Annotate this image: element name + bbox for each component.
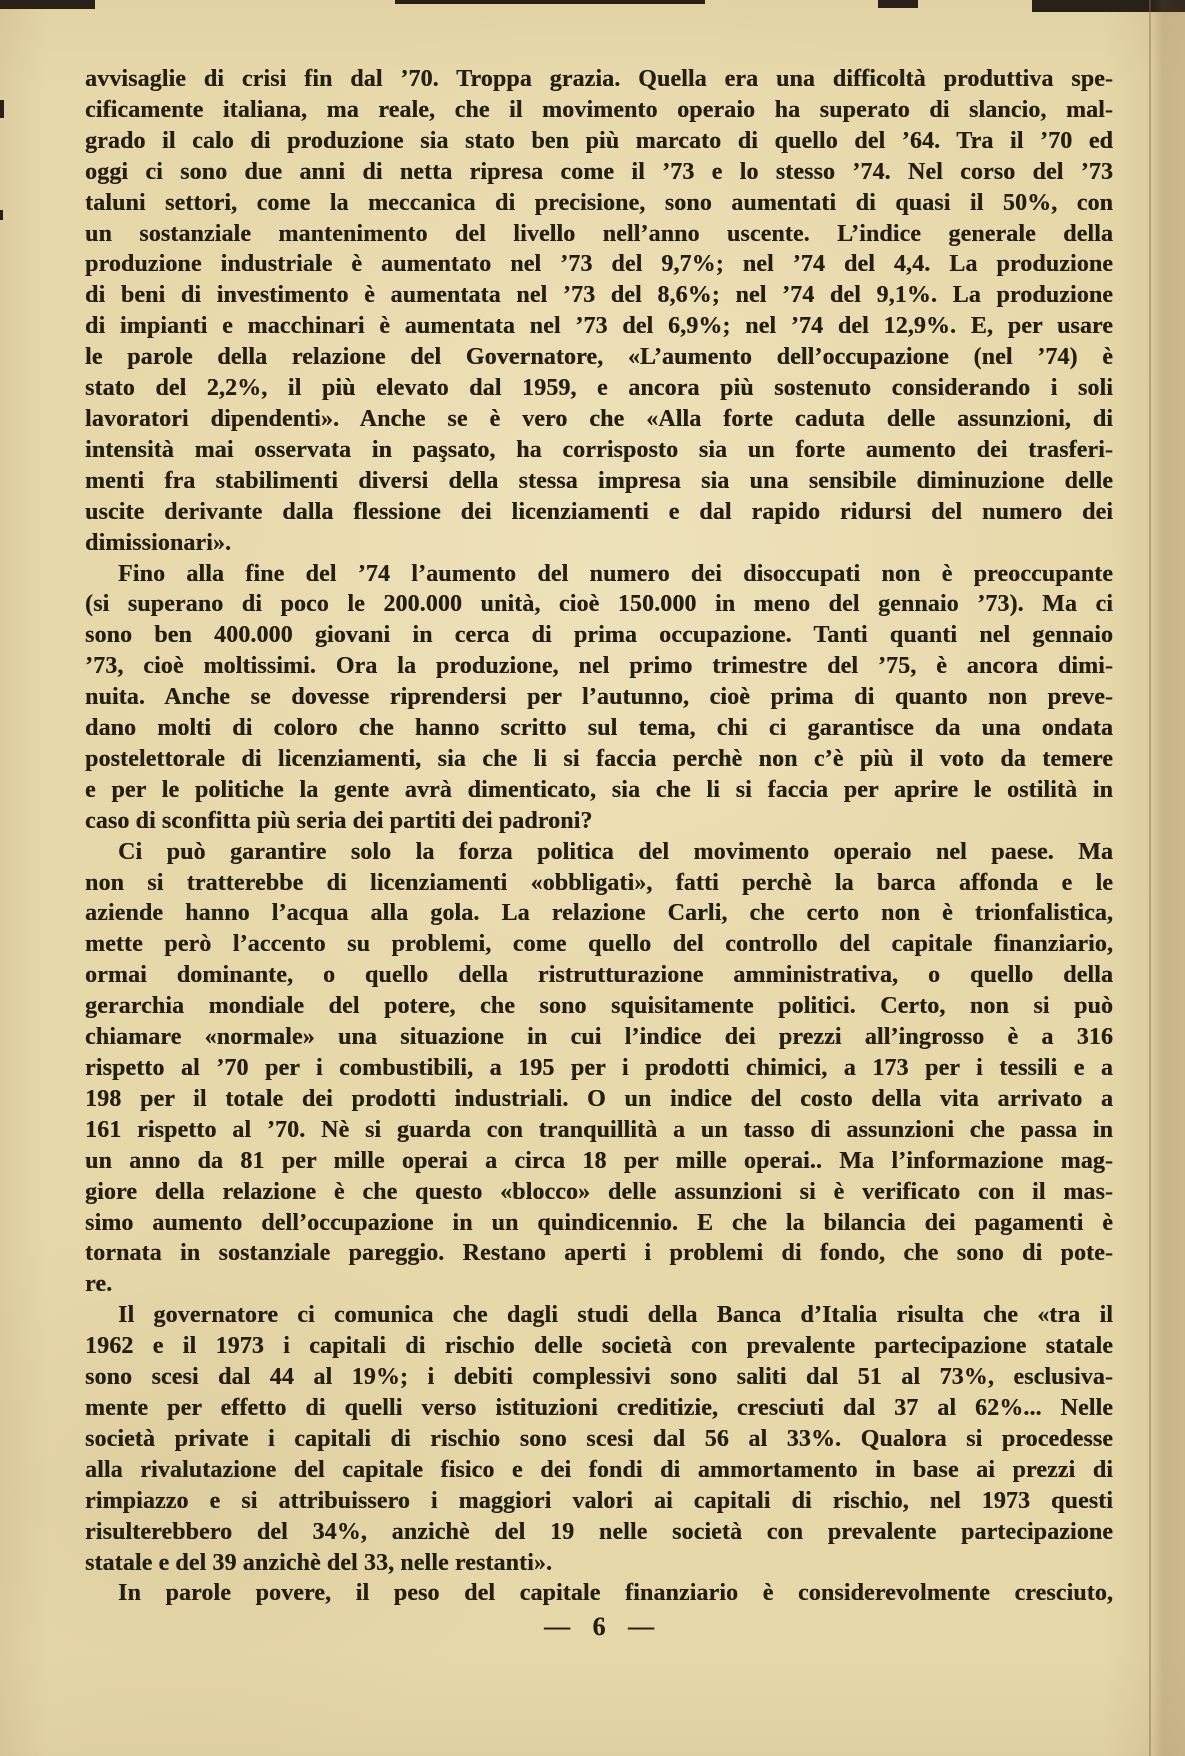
text-line: alla rivalutazione del capitale fisico e dei fondi di ammortamento in base ai prezzi di bbox=[85, 1456, 1113, 1483]
scan-artifact bbox=[0, 100, 4, 118]
scan-artifact bbox=[395, 0, 705, 4]
text-line: sono ben 400.000 giovani in cerca di prima occupazione. Tanti quanti nel gennaio bbox=[85, 622, 1113, 649]
paragraph bbox=[85, 1300, 1113, 1578]
page-edge-shadow bbox=[1149, 0, 1185, 1756]
text-line: risulterebbero del 34%, anzichè del 19 nelle società con prevalente partecipazione bbox=[85, 1518, 1113, 1545]
text-line: mette però l’accento su problemi, come quello del controllo del capitale finanziario, bbox=[85, 931, 1113, 958]
text-line: produzione industriale è aumentato nel ’73 del 9,7%; nel ’74 del 4,4. La produzione bbox=[85, 251, 1113, 278]
text-line: re. bbox=[85, 1271, 113, 1298]
text-line: uscite derivante dalla flessione dei licenziamenti e dal rapido ridursi del numero dei bbox=[85, 498, 1113, 525]
text-line: grado il calo di produzione sia stato ben più marcato di quello del ’64. Tra il ’70 ed bbox=[85, 127, 1113, 154]
text-line: ormai dominante, o quello della ristrutturazione amministrativa, o quello della bbox=[85, 962, 1113, 989]
text-line: menti fra stabilimenti diversi della stessa impresa sia una sensibile diminuzione delle bbox=[85, 467, 1113, 494]
text-line: oggi ci sono due anni di netta ripresa come il ’73 e lo stesso ’74. Nel corso del ’73 bbox=[85, 158, 1113, 185]
text-line: le parole della relazione del Governatore, «L’aumento dell’occupazione (nel ’74) è bbox=[85, 344, 1113, 371]
text-line: 161 rispetto al ’70. Nè si guarda con tranquillità a un tasso di assunzioni che passa in bbox=[85, 1116, 1113, 1143]
text-line: rimpiazzo e si attribuissero i maggiori valori ai capitali di rischio, nel 1973 questi bbox=[85, 1487, 1113, 1514]
text-line: taluni settori, come la meccanica di precisione, sono aumentati di quasi il 50%, con bbox=[85, 189, 1113, 216]
text-line: (si superano di poco le 200.000 unità, cioè 150.000 in meno del gennaio ’73). Ma ci bbox=[85, 591, 1113, 618]
text-line: Fino alla fine del ’74 l’aumento del numero dei disoccupati non è preoccupante bbox=[118, 560, 1113, 587]
text-line: chiamare «normale» una situazione in cui l’indice dei prezzi all’ingrosso è a 316 bbox=[85, 1024, 1113, 1051]
text-line: cificamente italiana, ma reale, che il movimento operaio ha superato di slancio, mal- bbox=[85, 96, 1113, 123]
text-line: un sostanziale mantenimento del livello nell’anno uscente. L’indice generale della bbox=[85, 220, 1113, 247]
text-line: società private i capitali di rischio sono scesi dal 56 al 33%. Qualora si procedesse bbox=[85, 1425, 1113, 1452]
text-line: ’73, cioè moltissimi. Ora la produzione, nel primo trimestre del ’75, è ancora dimi- bbox=[85, 653, 1113, 680]
text-line: statale e del 39 anzichè del 33, nelle restanti». bbox=[85, 1549, 553, 1576]
text-line: dano molti di coloro che hanno scritto sul tema, chi ci garantisce da una ondata bbox=[85, 715, 1113, 742]
text-line: non si tratterebbe di licenziamenti «obbligati», fatti perchè la barca affonda e le bbox=[85, 869, 1113, 896]
text-line: di beni di investimento è aumentata nel ’73 del 8,6%; nel ’74 del 9,1%. La produzione bbox=[85, 282, 1113, 309]
text-line: e per le politiche la gente avrà dimenticato, sia che li si faccia per aprire le ostilità in bbox=[85, 776, 1113, 803]
text-line: mente per effetto di quelli verso istituzioni creditizie, cresciuti dal 37 al 62%... Nelle bbox=[85, 1394, 1113, 1421]
text-line: nuita. Anche se dovesse riprendersi per l’autunno, cioè prima di quanto non preve- bbox=[85, 684, 1113, 711]
text-line: sono scesi dal 44 al 19%; i debiti complessivi sono saliti dal 51 al 73%, esclusiva- bbox=[85, 1364, 1113, 1391]
text-line: avvisaglie di crisi fin dal ’70. Troppa grazia. Quella era una difficoltà produttiva spe- bbox=[85, 66, 1113, 92]
text-line: Il governatore ci comunica che dagli studi della Banca d’Italia risulta che «tra il bbox=[118, 1302, 1113, 1329]
page-number: — 6 — bbox=[544, 1612, 654, 1641]
text-line: gerarchia mondiale del potere, che sono squisitamente politici. Certo, non si può bbox=[85, 993, 1113, 1020]
text-line: caso di sconfitta più seria dei partiti dei padroni? bbox=[85, 807, 593, 834]
text-line: Ci può garantire solo la forza politica del movimento operaio nel paese. Ma bbox=[118, 838, 1113, 865]
text-line: intensità mai osservata in paşsato, ha corrisposto sia un forte aumento dei trasferi- bbox=[85, 436, 1113, 463]
text-line: lavoratori dipendenti». Anche se è vero che «Alla forte caduta delle assunzioni, di bbox=[85, 405, 1113, 432]
text-line: rispetto al ’70 per i combustibili, a 195 per i prodotti chimici, a 173 per i tessili e a bbox=[85, 1055, 1113, 1081]
text-line: di impianti e macchinari è aumentata nel ’73 del 6,9%; nel ’74 del 12,9%. E, per usare bbox=[85, 313, 1113, 340]
text-line: dimissionari». bbox=[85, 529, 232, 556]
paragraph bbox=[85, 559, 1113, 837]
text-line: postelettorale di licenziamenti, sia che li si faccia perchè non c’è più il voto da temere bbox=[85, 745, 1113, 772]
paragraph bbox=[85, 837, 1113, 1301]
scan-artifact bbox=[878, 0, 918, 8]
text-line: un anno da 81 per mille operai a circa 18 per mille operai.. Ma l’informazione mag- bbox=[85, 1147, 1113, 1174]
text-line: In parole povere, il peso del capitale finanziario è considerevolmente cresciuto, bbox=[118, 1580, 1113, 1607]
text-line: giore della relazione è che questo «blocco» delle assunzioni si è verificato con il mas- bbox=[85, 1178, 1113, 1205]
text-line: aziende hanno l’acqua alla gola. La relazione Carli, che certo non è trionfalistica, bbox=[85, 900, 1113, 927]
paragraph bbox=[85, 64, 1113, 559]
text-line: 198 per il totale dei prodotti industriali. O un indice del costo della vita arrivato a bbox=[85, 1085, 1113, 1112]
paragraph bbox=[85, 1578, 1113, 1609]
scan-artifact bbox=[0, 0, 95, 9]
text-line: 1962 e il 1973 i capitali di rischio delle società con prevalente partecipazione statale bbox=[85, 1333, 1113, 1360]
text-line: stato del 2,2%, il più elevato dal 1959, e ancora più sostenuto considerando i soli bbox=[85, 375, 1113, 402]
scan-artifact bbox=[0, 210, 3, 220]
text-block bbox=[85, 64, 1113, 1609]
text-line: tornata in sostanziale pareggio. Restano aperti i problemi di fondo, che sono di pote- bbox=[85, 1240, 1113, 1267]
text-line: simo aumento dell’occupazione in un quindicennio. E che la bilancia dei pagamenti è bbox=[85, 1209, 1113, 1236]
